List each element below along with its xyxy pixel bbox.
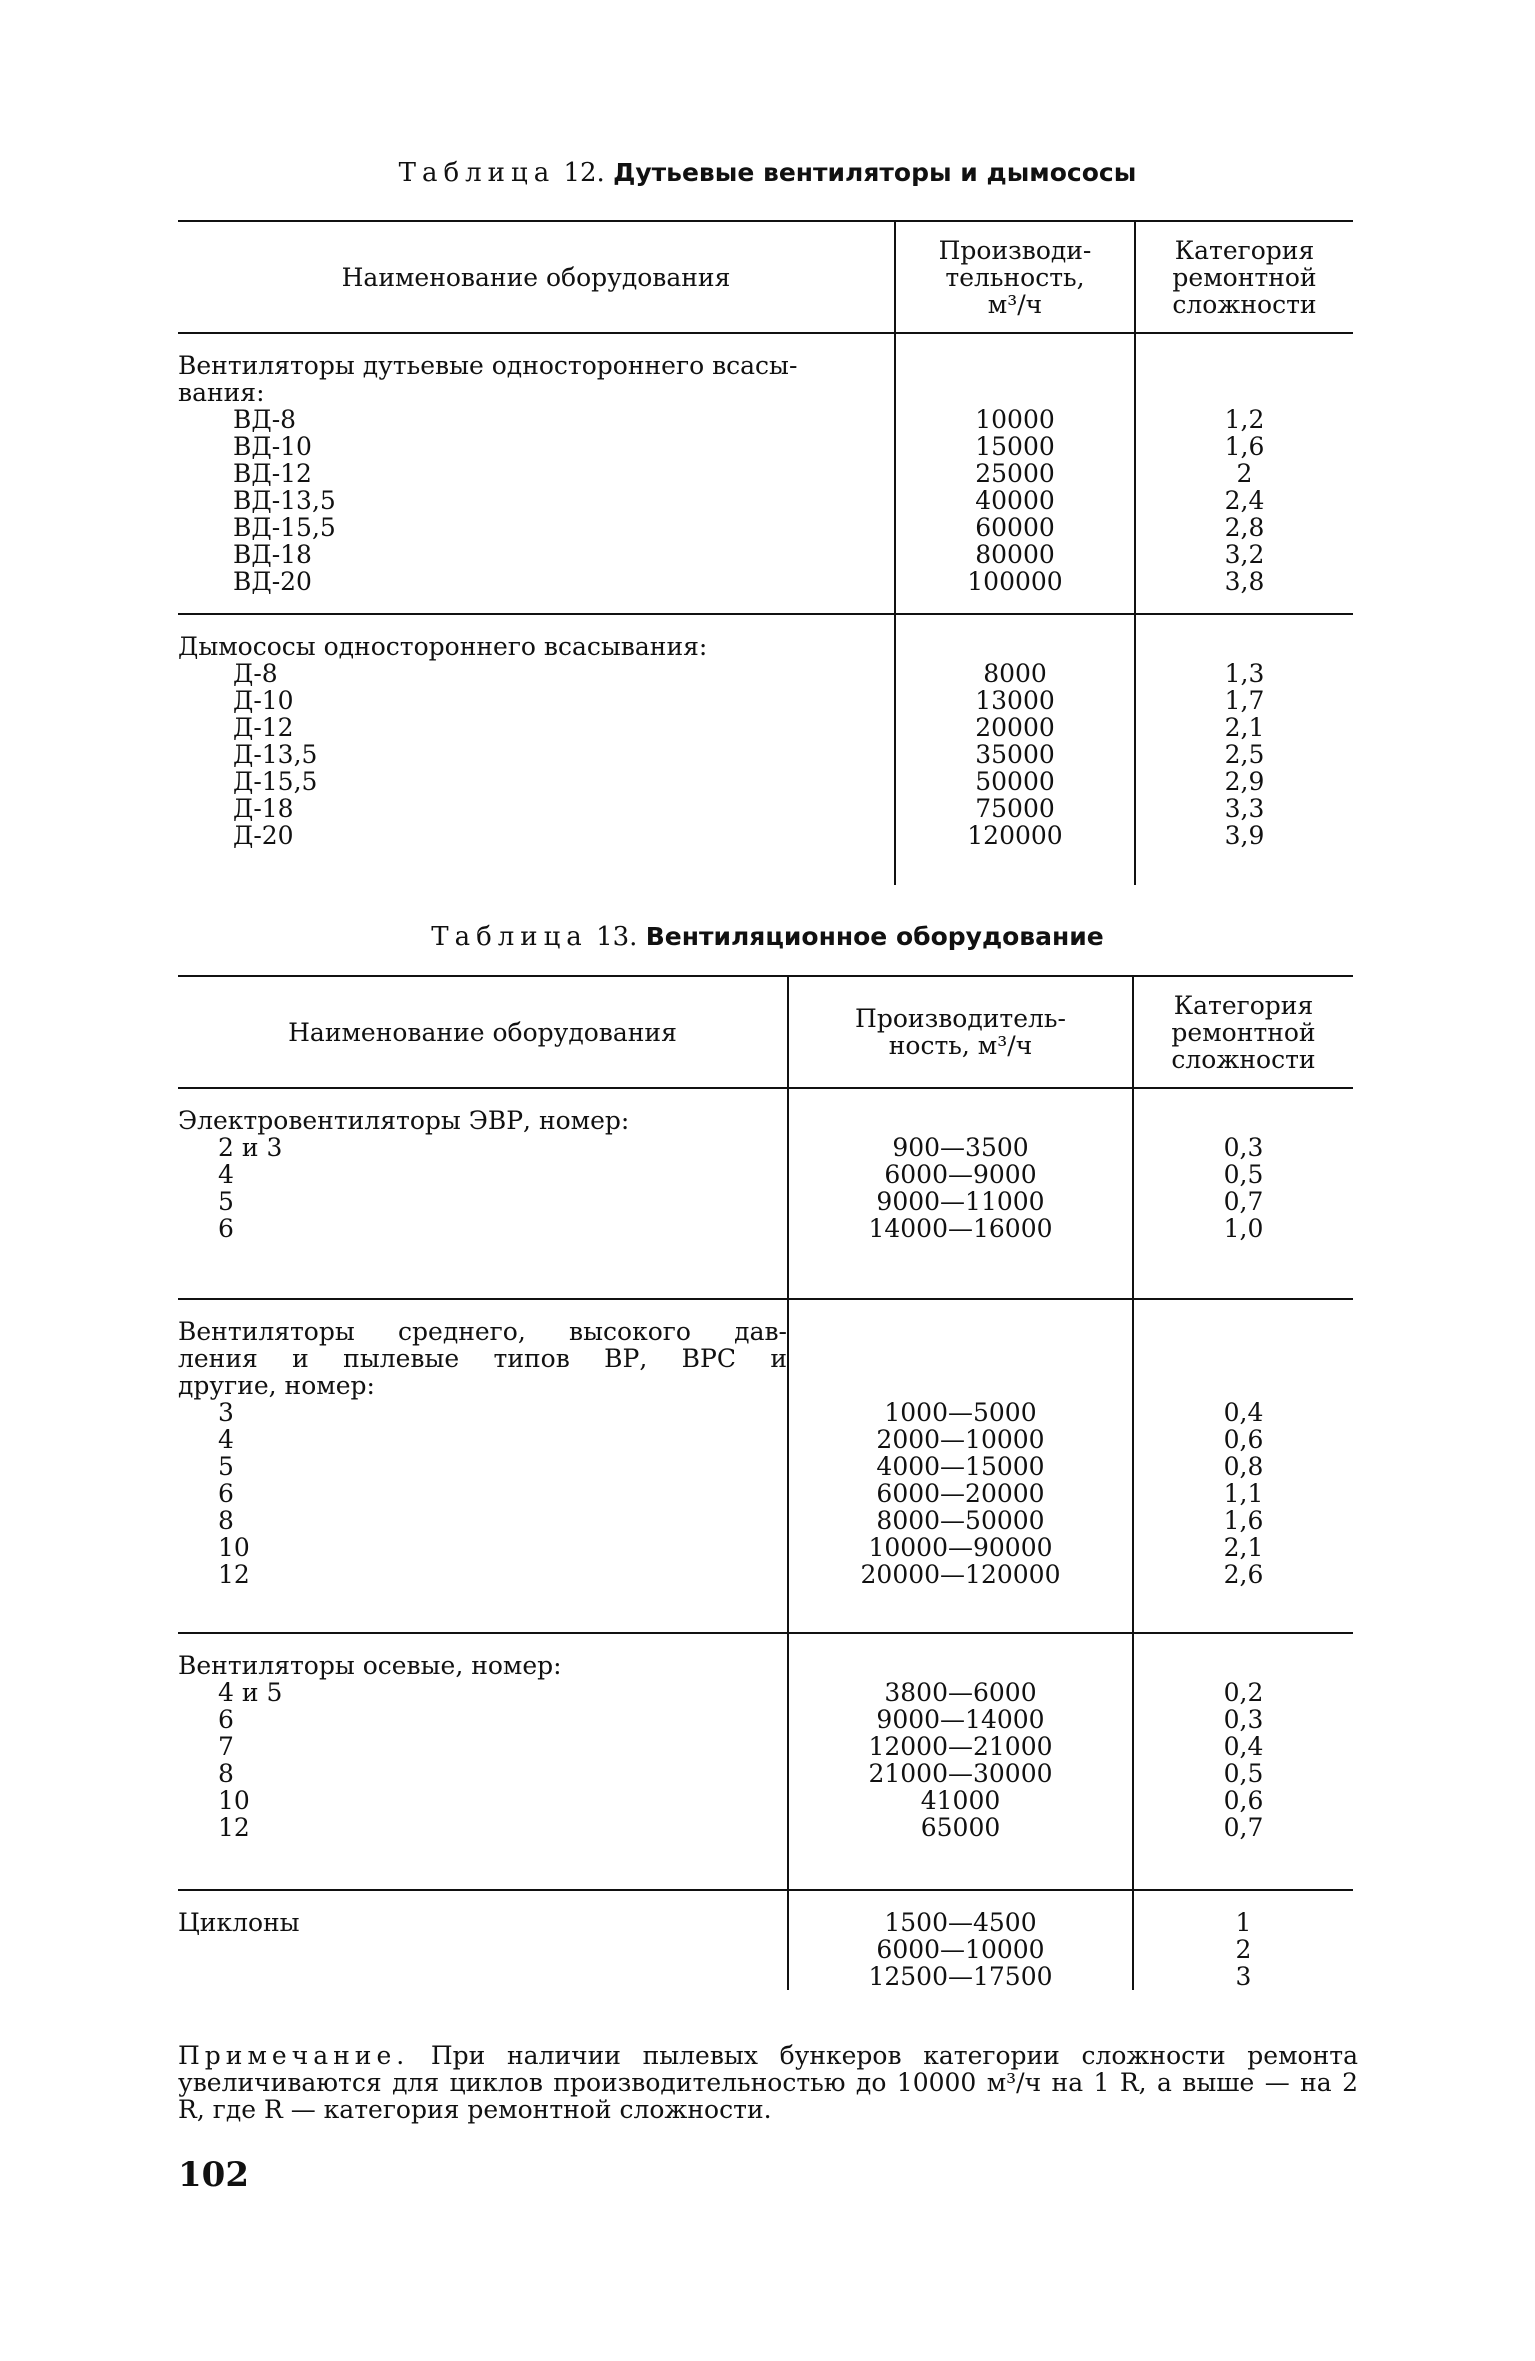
note-label: Примечание. xyxy=(178,2041,410,2070)
table12-group-name-cell xyxy=(178,614,895,885)
capacity-value: 20000—120000 xyxy=(860,1560,1061,1589)
list-item: 4 и 5 xyxy=(218,1678,283,1707)
list-item: 12 xyxy=(218,1813,250,1842)
capacity-value: 25000 xyxy=(975,459,1055,488)
capacity-value: 10000 xyxy=(975,405,1055,434)
category-value: 3 xyxy=(1235,1962,1252,1991)
table13-header-category: Категория ремонтной сложности xyxy=(1133,976,1353,1088)
table12-category-cell xyxy=(1135,614,1353,885)
table13 xyxy=(178,975,1353,1990)
category-value: 0,4 xyxy=(1223,1732,1264,1761)
group-title: Электровентиляторы ЭВР, номер: xyxy=(178,1106,630,1135)
table13-capacity-cell xyxy=(788,1088,1133,1299)
table12-caption xyxy=(0,158,1535,188)
category-value: 3,9 xyxy=(1224,821,1265,850)
category-value: 2,4 xyxy=(1224,486,1265,515)
table12-number: 12. xyxy=(563,158,605,188)
category-value: 2,1 xyxy=(1224,713,1265,742)
category-value: 1,3 xyxy=(1224,659,1265,688)
capacity-value: 8000—50000 xyxy=(876,1506,1045,1535)
table13-capacity-cell xyxy=(788,1890,1133,1990)
list-item: Д-15,5 xyxy=(233,767,318,796)
category-value: 3,3 xyxy=(1224,794,1265,823)
list-item: 10 xyxy=(218,1786,250,1815)
list-item: 7 xyxy=(218,1732,234,1761)
category-value: 0,2 xyxy=(1223,1678,1264,1707)
category-value: 0,5 xyxy=(1223,1759,1264,1788)
list-item: Д-12 xyxy=(233,713,294,742)
table13-group xyxy=(178,1890,1353,1990)
capacity-value: 6000—10000 xyxy=(876,1935,1045,1964)
capacity-value: 12500—17500 xyxy=(868,1962,1053,1991)
table13-capacity-cell xyxy=(788,1299,1133,1633)
capacity-value: 65000 xyxy=(920,1813,1001,1842)
list-item: Д-8 xyxy=(233,659,278,688)
table13-caption xyxy=(0,922,1535,952)
group-title: Вентиляторы среднего, высокого дав- xyxy=(178,1317,787,1346)
list-item: 3 xyxy=(218,1398,234,1427)
capacity-value: 75000 xyxy=(975,794,1055,823)
page-number: 102 xyxy=(178,2155,249,2195)
table13-category-cell xyxy=(1133,1299,1353,1633)
category-value: 0,8 xyxy=(1223,1452,1264,1481)
capacity-value: 6000—20000 xyxy=(876,1479,1045,1508)
category-value: 0,6 xyxy=(1223,1786,1264,1815)
category-value: 1,7 xyxy=(1224,686,1265,715)
table13-number: 13. xyxy=(596,922,638,952)
list-item: 6 xyxy=(218,1705,234,1734)
table13-group-name-cell xyxy=(178,1633,788,1890)
capacity-value: 100000 xyxy=(967,567,1063,596)
table13-header-name: Наименование оборудования xyxy=(178,976,788,1088)
list-item: 5 xyxy=(218,1187,234,1216)
group-title: Дымососы одностороннего всасывания: xyxy=(178,632,708,661)
table12-title: Дутьевые вентиляторы и дымососы xyxy=(613,158,1137,187)
category-value: 0,7 xyxy=(1223,1813,1264,1842)
category-value: 1,6 xyxy=(1224,432,1265,461)
list-item: 8 xyxy=(218,1759,234,1788)
capacity-value: 14000—16000 xyxy=(868,1214,1053,1243)
table13-group-name-cell xyxy=(178,1890,788,1990)
list-item: ВД-18 xyxy=(233,540,312,569)
capacity-value: 20000 xyxy=(975,713,1055,742)
capacity-value: 1000—5000 xyxy=(884,1398,1037,1427)
list-item: 12 xyxy=(218,1560,250,1589)
category-value: 3,8 xyxy=(1224,567,1265,596)
list-item: 4 xyxy=(218,1160,234,1189)
category-value: 0,3 xyxy=(1223,1705,1264,1734)
capacity-value: 10000—90000 xyxy=(868,1533,1053,1562)
capacity-value: 40000 xyxy=(975,486,1055,515)
table12-group-name-cell xyxy=(178,333,895,614)
table12-group xyxy=(178,614,1353,885)
category-value: 0,5 xyxy=(1223,1160,1264,1189)
capacity-value: 3800—6000 xyxy=(884,1678,1037,1707)
table12-header-category: Категория ремонтной сложности xyxy=(1135,221,1353,333)
list-item: ВД-20 xyxy=(233,567,312,596)
list-item: Д-13,5 xyxy=(233,740,318,769)
table13-group-name-cell xyxy=(178,1088,788,1299)
capacity-value: 900—3500 xyxy=(892,1133,1029,1162)
group-title: Вентиляторы дутьевые одностороннего всасы- xyxy=(178,351,798,380)
capacity-value: 2000—10000 xyxy=(876,1425,1045,1454)
capacity-value: 21000—30000 xyxy=(868,1759,1053,1788)
capacity-value: 12000—21000 xyxy=(868,1732,1053,1761)
table13-title: Вентиляционное оборудование xyxy=(645,922,1104,951)
capacity-value: 4000—15000 xyxy=(876,1452,1045,1481)
note-text: При наличии пылевых бункеров категории сложности ремонта увеличиваются для циклов производительностью до 10000 м³/ч на 1 R, а выше — на 2 R, где R — категория ремонтной сложности. xyxy=(178,2041,1358,2124)
table12 xyxy=(178,220,1353,885)
capacity-value: 60000 xyxy=(975,513,1055,542)
table12-label: Таблица xyxy=(398,158,556,188)
category-value: 1,1 xyxy=(1223,1479,1264,1508)
group-title: ления и пылевые типов ВР, ВРС и xyxy=(178,1344,787,1373)
list-item: 5 xyxy=(218,1452,234,1481)
table-note xyxy=(178,2042,1358,2123)
list-item: ВД-13,5 xyxy=(233,486,336,515)
list-item: 10 xyxy=(218,1533,250,1562)
table12-capacity-cell xyxy=(895,333,1135,614)
capacity-value: 13000 xyxy=(975,686,1055,715)
list-item: Д-10 xyxy=(233,686,294,715)
table13-group xyxy=(178,1299,1353,1633)
category-value: 0,4 xyxy=(1223,1398,1264,1427)
category-value: 2,5 xyxy=(1224,740,1265,769)
list-item: 2 и 3 xyxy=(218,1133,283,1162)
category-value: 2,1 xyxy=(1223,1533,1264,1562)
capacity-value: 9000—11000 xyxy=(876,1187,1045,1216)
capacity-value: 120000 xyxy=(967,821,1063,850)
capacity-value: 41000 xyxy=(920,1786,1001,1815)
category-value: 2,9 xyxy=(1224,767,1265,796)
table13-group xyxy=(178,1088,1353,1299)
capacity-value: 35000 xyxy=(975,740,1055,769)
category-value: 2,8 xyxy=(1224,513,1265,542)
capacity-value: 80000 xyxy=(975,540,1055,569)
category-value: 1,0 xyxy=(1223,1214,1264,1243)
list-item: ВД-8 xyxy=(233,405,297,434)
list-item: 6 xyxy=(218,1479,234,1508)
table13-label: Таблица xyxy=(431,922,588,952)
group-title: Вентиляторы осевые, номер: xyxy=(178,1651,562,1680)
capacity-value: 8000 xyxy=(983,659,1047,688)
table12-capacity-cell xyxy=(895,614,1135,885)
category-value: 3,2 xyxy=(1224,540,1265,569)
table13-category-cell xyxy=(1133,1633,1353,1890)
category-value: 1 xyxy=(1235,1908,1252,1937)
table13-group xyxy=(178,1633,1353,1890)
category-value: 0,7 xyxy=(1223,1187,1264,1216)
list-item: Д-18 xyxy=(233,794,294,823)
category-value: 0,3 xyxy=(1223,1133,1264,1162)
list-item: ВД-12 xyxy=(233,459,312,488)
category-value: 2 xyxy=(1236,459,1253,488)
table12-category-cell xyxy=(1135,333,1353,614)
group-title: Циклоны xyxy=(178,1908,300,1937)
capacity-value: 9000—14000 xyxy=(876,1705,1045,1734)
table13-header-capacity: Производитель- ность, м³/ч xyxy=(788,976,1133,1088)
group-title: вания: xyxy=(178,378,265,407)
list-item: ВД-15,5 xyxy=(233,513,336,542)
capacity-value: 6000—9000 xyxy=(884,1160,1037,1189)
group-title: другие, номер: xyxy=(178,1371,375,1400)
list-item: 8 xyxy=(218,1506,234,1535)
table12-header-capacity: Производи- тельность, м³/ч xyxy=(895,221,1135,333)
category-value: 1,2 xyxy=(1224,405,1265,434)
list-item: 4 xyxy=(218,1425,234,1454)
category-value: 2,6 xyxy=(1223,1560,1264,1589)
list-item: 6 xyxy=(218,1214,234,1243)
capacity-value: 50000 xyxy=(975,767,1055,796)
table13-category-cell xyxy=(1133,1088,1353,1299)
capacity-value: 1500—4500 xyxy=(884,1908,1037,1937)
category-value: 2 xyxy=(1235,1935,1252,1964)
table13-group-name-cell xyxy=(178,1299,788,1633)
capacity-value: 15000 xyxy=(975,432,1055,461)
category-value: 1,6 xyxy=(1223,1506,1264,1535)
category-value: 0,6 xyxy=(1223,1425,1264,1454)
list-item: Д-20 xyxy=(233,821,294,850)
table13-category-cell xyxy=(1133,1890,1353,1990)
list-item: ВД-10 xyxy=(233,432,312,461)
table12-header-name: Наименование оборудования xyxy=(178,221,895,333)
table13-capacity-cell xyxy=(788,1633,1133,1890)
table12-group xyxy=(178,333,1353,614)
